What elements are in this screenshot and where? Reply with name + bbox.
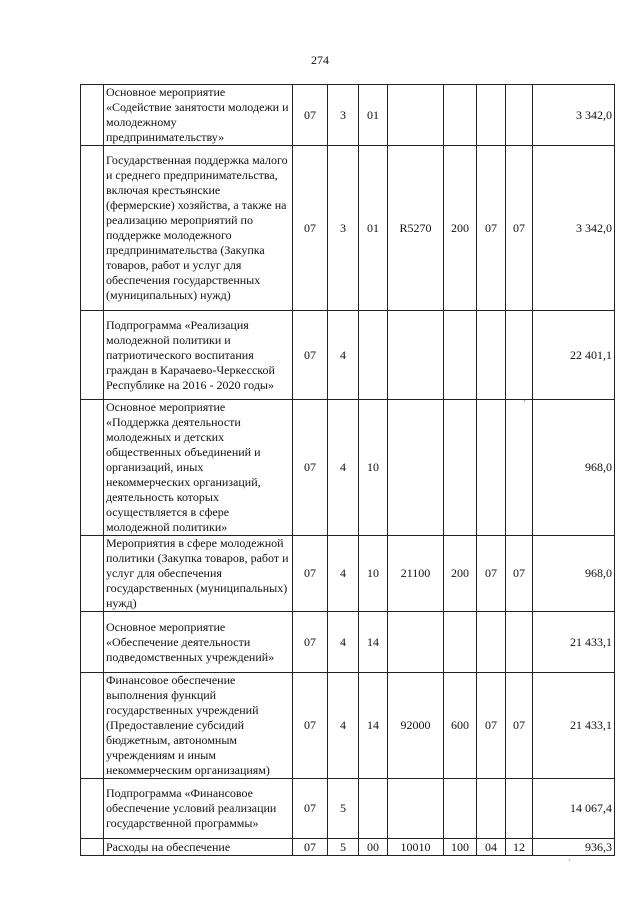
table-row [81,146,615,311]
program-code: 4 [328,612,359,673]
blank-cell [81,400,104,536]
division-code: 04 [477,839,506,856]
amount: 968,0 [533,536,615,612]
event-code: 10 [359,400,388,536]
amount: 21 433,1 [533,673,615,779]
program-code: 5 [328,779,359,839]
expense-type-code [444,85,477,146]
expense-type-code [444,400,477,536]
division-code [477,85,506,146]
item-name: Государственная поддержка малого и среднего предпринимательства, включая крестьянские (фермерские) хозяйства, а также на реализацию мероприятий по поддержке молодежного предпринимательства (Закупка товаров, работ и услуг для обеспечения государственных (муниципальных) нужд) [104,146,293,311]
division-code: 07 [477,146,506,311]
direction-code [388,612,444,673]
item-name: Мероприятия в сфере молодежной политики (Закупка товаров, работ и услуг для обеспечения государственных (муниципальных) нужд) [104,536,293,612]
section-code: 07 [293,673,328,779]
item-name: Основное мероприятие «Поддержка деятельности молодежных и детских общественных объединений и организаций, иных некоммерческих организаций, деятельность которых осуществляется в сфере молодежной политики» [104,400,293,536]
item-name: Основное мероприятие «Обеспечение деятельности подведомственных учреждений» [104,612,293,673]
expense-type-code [444,779,477,839]
amount: 3 342,0 [533,146,615,311]
table-row [81,673,615,779]
section-code: 07 [293,85,328,146]
direction-code: R5270 [388,146,444,311]
direction-code: 92000 [388,673,444,779]
expense-type-code: 100 [444,839,477,856]
direction-code: 10010 [388,839,444,856]
program-code: 3 [328,85,359,146]
expense-type-code: 200 [444,536,477,612]
direction-code: 21100 [388,536,444,612]
blank-cell [81,311,104,400]
expense-type-code [444,311,477,400]
program-code: 4 [328,311,359,400]
event-code: 01 [359,146,388,311]
event-code: 01 [359,85,388,146]
blank-cell [81,612,104,673]
event-code: 14 [359,612,388,673]
scan-mark: ' [524,398,526,408]
subdivision-code [506,612,533,673]
table-row [81,536,615,612]
subdivision-code: 07 [506,146,533,311]
program-code: 4 [328,536,359,612]
event-code [359,311,388,400]
table-row [81,612,615,673]
table-row [81,839,615,856]
amount: 21 433,1 [533,612,615,673]
amount: 968,0 [533,400,615,536]
subdivision-code [506,400,533,536]
section-code: 07 [293,146,328,311]
section-code: 07 [293,612,328,673]
amount: 936,3 [533,839,615,856]
amount: 22 401,1 [533,311,615,400]
program-code: 4 [328,400,359,536]
section-code: 07 [293,400,328,536]
direction-code [388,779,444,839]
division-code: 07 [477,673,506,779]
budget-table [80,84,615,856]
division-code [477,612,506,673]
subdivision-code: 07 [506,536,533,612]
subdivision-code [506,85,533,146]
blank-cell [81,673,104,779]
item-name: Основное мероприятие «Содействие занятости молодежи и молодежному предпринимательству» [104,85,293,146]
division-code [477,311,506,400]
blank-cell [81,779,104,839]
blank-cell [81,536,104,612]
division-code [477,779,506,839]
event-code: 14 [359,673,388,779]
expense-type-code [444,612,477,673]
expense-type-code: 600 [444,673,477,779]
subdivision-code [506,779,533,839]
program-code: 4 [328,673,359,779]
expense-type-code: 200 [444,146,477,311]
item-name: Подпрограмма «Финансовое обеспечение условий реализации государственной программы» [104,779,293,839]
page-number: 274 [311,53,329,67]
section-code: 07 [293,779,328,839]
table-row [81,85,615,146]
scan-mark: ` [568,858,571,868]
direction-code [388,85,444,146]
subdivision-code [506,311,533,400]
section-code: 07 [293,311,328,400]
event-code: 00 [359,839,388,856]
direction-code [388,311,444,400]
program-code: 5 [328,839,359,856]
amount: 14 067,4 [533,779,615,839]
blank-cell [81,146,104,311]
blank-cell [81,839,104,856]
direction-code [388,400,444,536]
amount: 3 342,0 [533,85,615,146]
item-name: Финансовое обеспечение выполнения функций государственных учреждений (Предоставление субсидий бюджетным, автономным учреждениям и иным некоммерческим организациям) [104,673,293,779]
subdivision-code: 12 [506,839,533,856]
table-row [81,400,615,536]
event-code [359,779,388,839]
section-code: 07 [293,839,328,856]
program-code: 3 [328,146,359,311]
table-row [81,779,615,839]
section-code: 07 [293,536,328,612]
blank-cell [81,85,104,146]
item-name: Расходы на обеспечение [104,839,293,856]
table-row [81,311,615,400]
subdivision-code: 07 [506,673,533,779]
division-code [477,400,506,536]
division-code: 07 [477,536,506,612]
event-code: 10 [359,536,388,612]
item-name: Подпрограмма «Реализация молодежной политики и патриотического воспитания граждан в Карачаево-Черкесской Республике на 2016 - 2020 годы» [104,311,293,400]
